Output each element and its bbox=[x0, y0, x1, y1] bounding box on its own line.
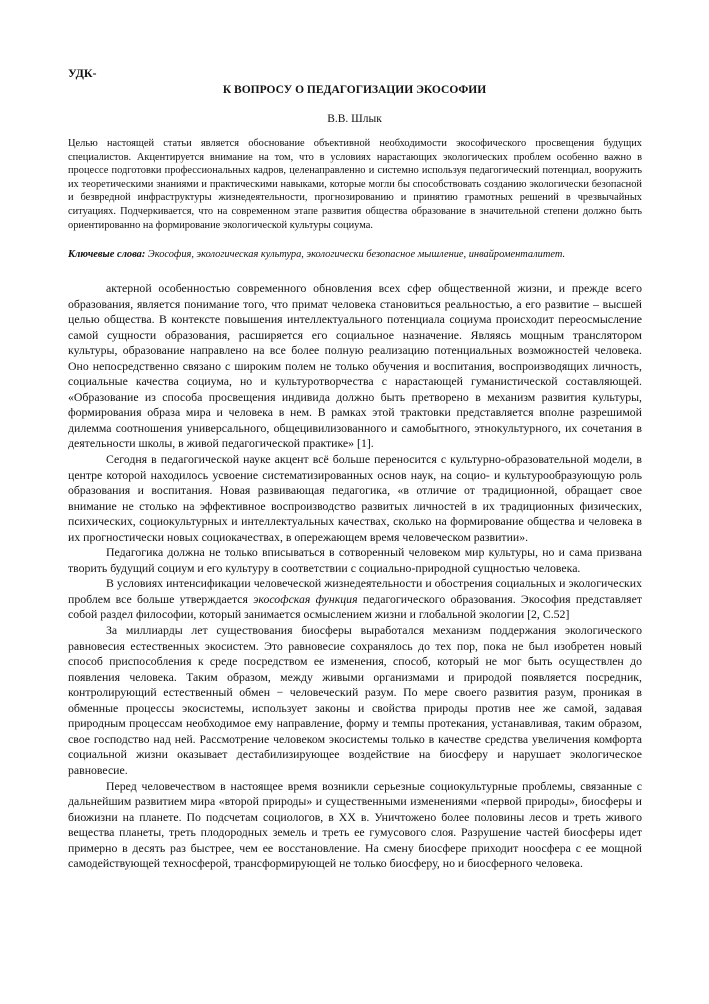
article-body bbox=[68, 281, 642, 872]
paragraph-4-part-b: педагогического образования. Экософия представляет собой раздел философии, который занимается осмыслением жизни и глобальной экологии [2, С.52] bbox=[68, 591, 642, 622]
keywords bbox=[68, 248, 642, 262]
udk-label: УДК- bbox=[68, 66, 97, 80]
paragraph-4-emphasis: экософская функция bbox=[253, 591, 358, 606]
paragraph-2: Сегодня в педагогической науке акцент всё больше переносится с культурно-образовательной модели, в центре которой находилось усвоение систематизированных основ наук, на социо- и культурообразующую роль образования и воспитания. Новая развивающая педагогика, «в отличие от традиционной, обращает свое внимание не столько на эффективное воспроизводство развитых личностей в их традиционных физических, психических, социокультурных и интеллектуальных качествах, сколько на формирование общества и человека в их прогностически новых социокачествах, в опережающем время человеческом развитии». bbox=[68, 452, 642, 544]
paragraph-4-part-a: В условиях интенсификации человеческой жизнедеятельности и обострения социальных и экологических проблем все больше утверждается bbox=[68, 576, 642, 606]
paragraph-6: Перед человечеством в настоящее время возникли серьезные социокультурные проблемы, связанные с дальнейшим развитием мира «второй природы» и существенными изменениями «первой природы», биосферы и биожизни на планете. По подсчетам социологов, в XX в. Уничтожено более половины лесов и треть живого вещества планеты, треть плодородных земель и треть ее гумусового слоя. Разрушение частей биосферы идет примерно в десять раз быстрее, чем ее восстановление. На смену биосфере приходит ноосфера с ее мощной самодействующей техносферой, трансформирующей не только биосферу, но и биосферного человека. bbox=[68, 778, 642, 871]
keywords-label: Ключевые слова: bbox=[68, 249, 146, 260]
paragraph-4 bbox=[68, 576, 642, 623]
article-title: К ВОПРОСУ О ПЕДАГОГИЗАЦИИ ЭКОСОФИИ bbox=[222, 84, 487, 96]
abstract: Целью настоящей статьи является обоснование объективной необходимости экософического просвещения будущих специалистов. Акцентируется внимание на том, что в условиях нарастающих экологических проблем особенно важно в процессе подготовки профессиональных кадров, целенаправленно и системно используя педагогический потенциал, вооружить их теоретическими знаниями и практическими навыками, которые могли бы способствовать созданию экологически безопасной и безвредной инфраструктуры жизнедеятельности, прогнозированию и принятию грамотных решений в чрезвычайных ситуациях. Подчеркивается, что на современном этапе развития общества образование в значительной степени должно быть ориентированно на формирование экологической культуры социума. bbox=[68, 138, 642, 231]
author-name: В.В. Шлык bbox=[327, 113, 382, 125]
paragraph-1: актерной особенностью современного обновления всех сфер общественной жизни, и прежде всего образования, является понимание того, что примат человека становиться реальностью, а его развитие – высшей целью общества. В контексте повышения интеллектуального потенциала социума происходит переосмысление самой сущности образования, расширяется его социальное назначение. Являясь мощным транслятором культуры, образование направлено на все более полную реализацию потенциальных возможностей человека. Оно непосредственно связано с широким полем не только обучения и воспитания, воспроизводящих личность, социальные качества социума, но и культуротворчества с нарастающей гуманистической составляющей. «Образование из способа просвещения индивида должно быть претворено в механизм развития культуры, формирования образа мира и человека в нем. В рамках этой трактовки представляется вполне разрешимой дилемма соотношения универсального, общецивилизованного и самобытного, этнокультурного, их сочетания в деятельности школы, в живой педагогической практике» [1]. bbox=[68, 281, 642, 451]
paragraph-5: За миллиарды лет существования биосферы выработался механизм поддержания экологического равновесия естественных экосистем. Это равновесие сохранялось до тех пор, пока не был изобретен новый способ приспособления к среде посредством ее изменения, способ, который не мог быть осуществлен до появления человека. Таким образом, между живыми организмами и природой появляется посредник, контролирующий естественный обмен − человеческий разум. По мере своего развития разум, проникая в обменные процессы экосистемы, использует законы и свойства природы против нее же самой, задавая природным процессам необходимое ему направление, форму и темпы протекания, устанавливая, таким образом, свое господство над ней. Рассмотрение человеком экосистемы только в качестве средства увеличения комфорта социальной жизни оказывает дестабилизирующее воздействие на биосферу и нарушает экологическое равновесие. bbox=[68, 623, 642, 777]
paragraph-3: Педагогика должна не только вписываться в сотворенный человеком мир культуры, но и сама призвана творить будущий социум и его культуру в соответствии с социально-природной сущностью человека. bbox=[68, 545, 642, 575]
keywords-text: Экософия, экологическая культура, экологически безопасное мышление, инвайроменталитет. bbox=[145, 249, 566, 260]
